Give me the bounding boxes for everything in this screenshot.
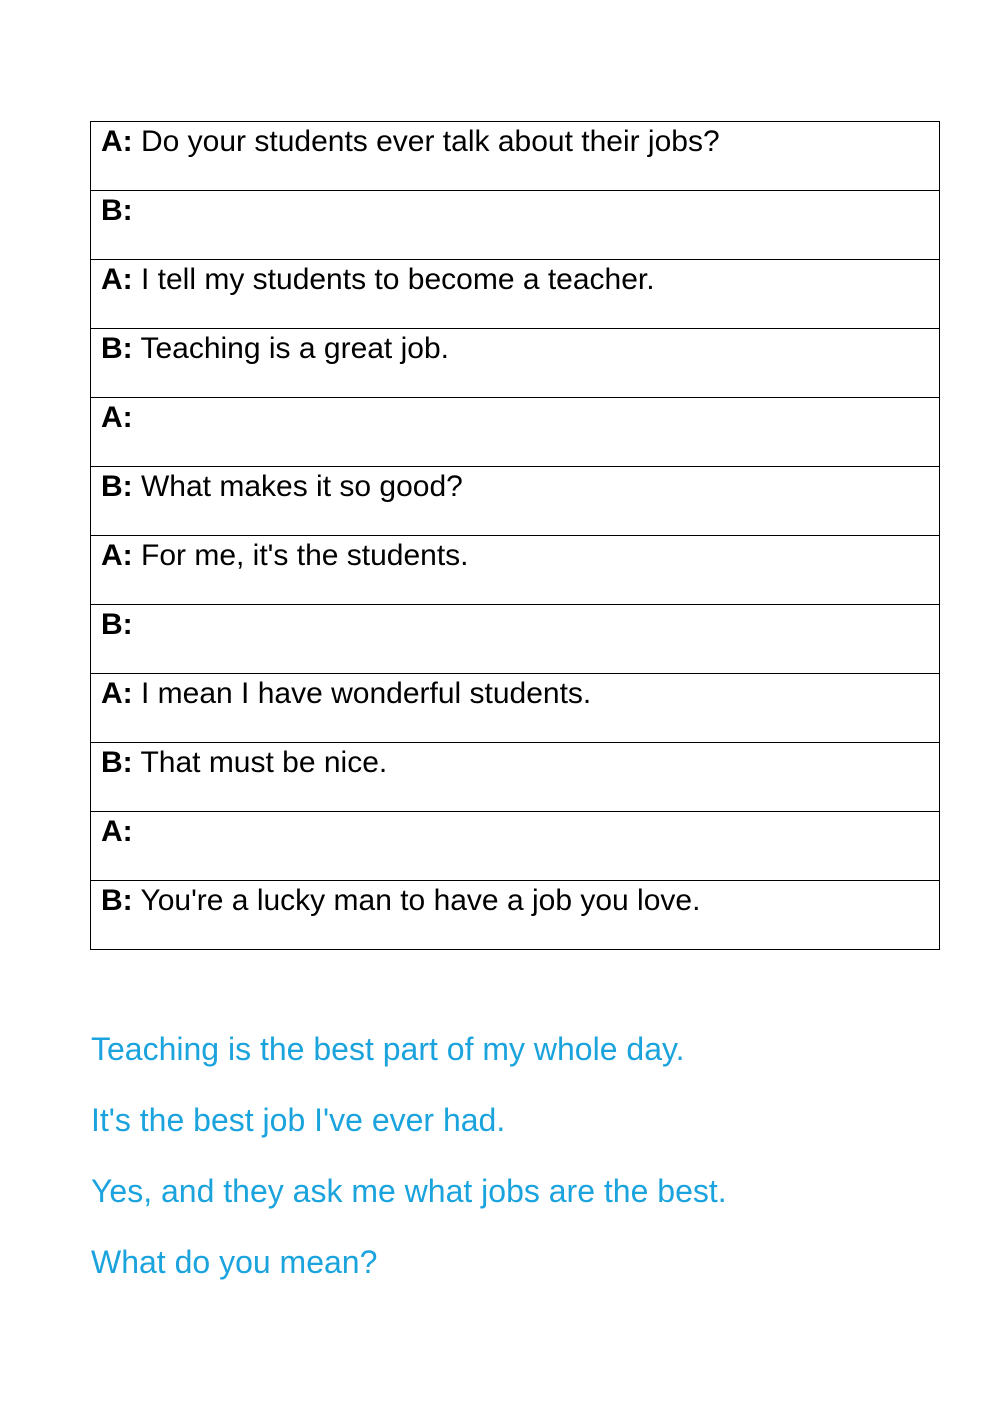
dialogue-cell (91, 260, 940, 329)
dialogue-row (91, 674, 940, 743)
dialogue-row (91, 881, 940, 950)
dialogue-row (91, 536, 940, 605)
dialogue-cell (91, 329, 940, 398)
speaker-label: A: (101, 815, 133, 848)
dialogue-cell-blank[interactable] (91, 812, 940, 881)
speaker-label: B: (101, 884, 133, 917)
speaker-label: B: (101, 470, 133, 503)
dialogue-text: I mean I have wonderful students. (132, 677, 592, 710)
dialogue-cell (91, 536, 940, 605)
dialogue-text: I tell my students to become a teacher. (132, 263, 655, 296)
speaker-label: A: (101, 263, 133, 296)
answer-option[interactable]: Yes, and they ask me what jobs are the best. (91, 1173, 727, 1209)
dialogue-row (91, 122, 940, 191)
answer-options (91, 1030, 727, 1314)
dialogue-cell-blank[interactable] (91, 191, 940, 260)
speaker-label: A: (101, 539, 133, 572)
speaker-label: B: (101, 608, 133, 641)
dialogue-cell (91, 122, 940, 191)
dialogue-row (91, 260, 940, 329)
dialogue-cell (91, 881, 940, 950)
dialogue-row (91, 329, 940, 398)
speaker-label: A: (101, 401, 133, 434)
speaker-label: B: (101, 332, 133, 365)
dialogue-cell-blank[interactable] (91, 605, 940, 674)
speaker-label: A: (101, 125, 133, 158)
speaker-label: A: (101, 677, 133, 710)
dialogue-row (91, 743, 940, 812)
dialogue-text: What makes it so good? (132, 470, 463, 503)
dialogue-cell-blank[interactable] (91, 398, 940, 467)
dialogue-text: You're a lucky man to have a job you love. (132, 884, 701, 917)
speaker-label: B: (101, 194, 133, 227)
answer-option[interactable]: Teaching is the best part of my whole day. (91, 1031, 685, 1067)
dialogue-row (91, 812, 940, 881)
dialogue-text: Teaching is a great job. (132, 332, 449, 365)
dialogue-row (91, 191, 940, 260)
dialogue-row (91, 398, 940, 467)
dialogue-cell (91, 467, 940, 536)
dialogue-text: Do your students ever talk about their jobs? (132, 125, 720, 158)
dialogue-cell (91, 743, 940, 812)
dialogue-row (91, 605, 940, 674)
dialogue-row (91, 467, 940, 536)
answer-option[interactable]: What do you mean? (91, 1244, 378, 1280)
dialogue-table (90, 121, 940, 950)
dialogue-text: For me, it's the students. (132, 539, 469, 572)
answer-option[interactable]: It's the best job I've ever had. (91, 1102, 506, 1138)
speaker-label: B: (101, 746, 133, 779)
dialogue-cell (91, 674, 940, 743)
dialogue-text: That must be nice. (132, 746, 388, 779)
